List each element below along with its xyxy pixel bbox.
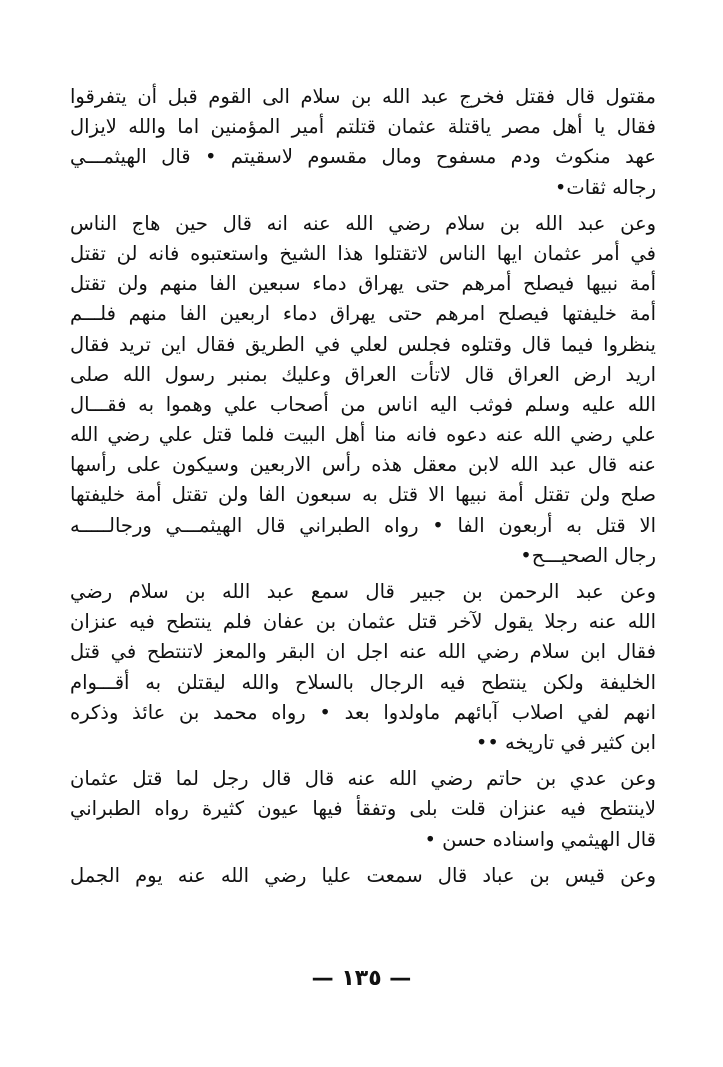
text-line: في أمر عثمان ايها الناس لاتقتلوا هذا الشيخ واستعتبوه فانه لن تقتل	[70, 241, 656, 265]
text-line: وعن عبد الرحمن بن جبير قال سمع عبد الله بن سلام رضي	[70, 580, 656, 603]
text-line: صلح ولن تقتل أمة نبيها الا قتل به سبعون الفا ولن تقتل أمة خليفتها	[70, 483, 656, 507]
text-line: الخليفة ولكن ينتطح فيه الرجال بالسلاح والله ليقتلن به أقـــوام	[70, 670, 656, 694]
page-number: — ١٣٥ —	[311, 966, 412, 991]
text-line: الا قتل به أربعون الفا • رواه الطبراني قال الهيثمـــي ورجالـــــه	[70, 513, 656, 537]
text-line: فقال يا أهل مصر ياقتلة عثمان قتلتم أمير المؤمنين اما والله لايزال	[70, 115, 656, 139]
text-line: اريد ارض العراق قال لاتأت العراق وعليك بمنبر رسول الله صلى	[70, 362, 656, 386]
text-line: الله عليه وسلم فوثب اليه اناس من أصحاب علي وهموا به فقـــال	[70, 392, 656, 416]
text-line: لاينتطح فيه عنزان قلت بلى وتفقأ فيها عيون كثيرة رواه الطبراني	[70, 797, 656, 821]
text-line: علي رضي الله عنه دعوه فانه منا أهل البيت فلما قتل علي رضي الله	[70, 423, 656, 447]
text-line: رجال الصحيـــح•	[520, 543, 656, 567]
text-line: رجاله ثقات•	[554, 175, 656, 199]
body-text	[70, 82, 656, 891]
text-line: عنه قال عبد الله لابن معقل هذه رأس الاربعين وسيكون على رأسها	[70, 453, 656, 477]
text-line: فقال ابن سلام رضي الله عنه اجل ان البقر والمعز لاتنتطح في قتل	[70, 640, 656, 664]
text-line: أمة نبيها فيصلح أمرهم حتى يهراق دماء سبعين الفا منهم ولن تقتل	[70, 272, 656, 296]
text-line: وعن عبد الله بن سلام رضي الله عنه انه قال حين هاج الناس	[70, 211, 656, 235]
text-line: أمة خليفتها فيصلح امرهم حتى يهراق دماء اربعين الفا منهم فلـــم	[70, 302, 656, 326]
text-line: ابن كثير في تاريخه ••	[475, 730, 656, 754]
text-line: عهد منكوث ودم مسفوح ومال مقسوم لاسقيتم • قال الهيثمـــي	[70, 145, 656, 169]
text-line: انهم لفي اصلاب آبائهم ماولدوا بعد • رواه محمد بن عائذ وذكره	[70, 700, 656, 724]
text-line: قال الهيثمي واسناده حسن •	[424, 827, 656, 851]
text-line: الله عنه رجلا يقول لآخر قتل عثمان بن عفان فلم ينتطح فيه عنزان	[70, 610, 656, 634]
text-line: مقتول قال فقتل فخرج عبد الله بن سلام الى القوم قبل أن يتفرقوا	[70, 85, 656, 108]
text-line: ينظروا فيما قال وقتلوه فجلس لعلي في الطريق فقال اين تريد فقال	[70, 332, 656, 356]
text-line: وعن عدي بن حاتم رضي الله عنه قال قال رجل لما قتل عثمان	[70, 767, 656, 791]
text-line: وعن قيس بن عباد قال سمعت عليا رضي الله عنه يوم الجمل	[70, 863, 656, 887]
